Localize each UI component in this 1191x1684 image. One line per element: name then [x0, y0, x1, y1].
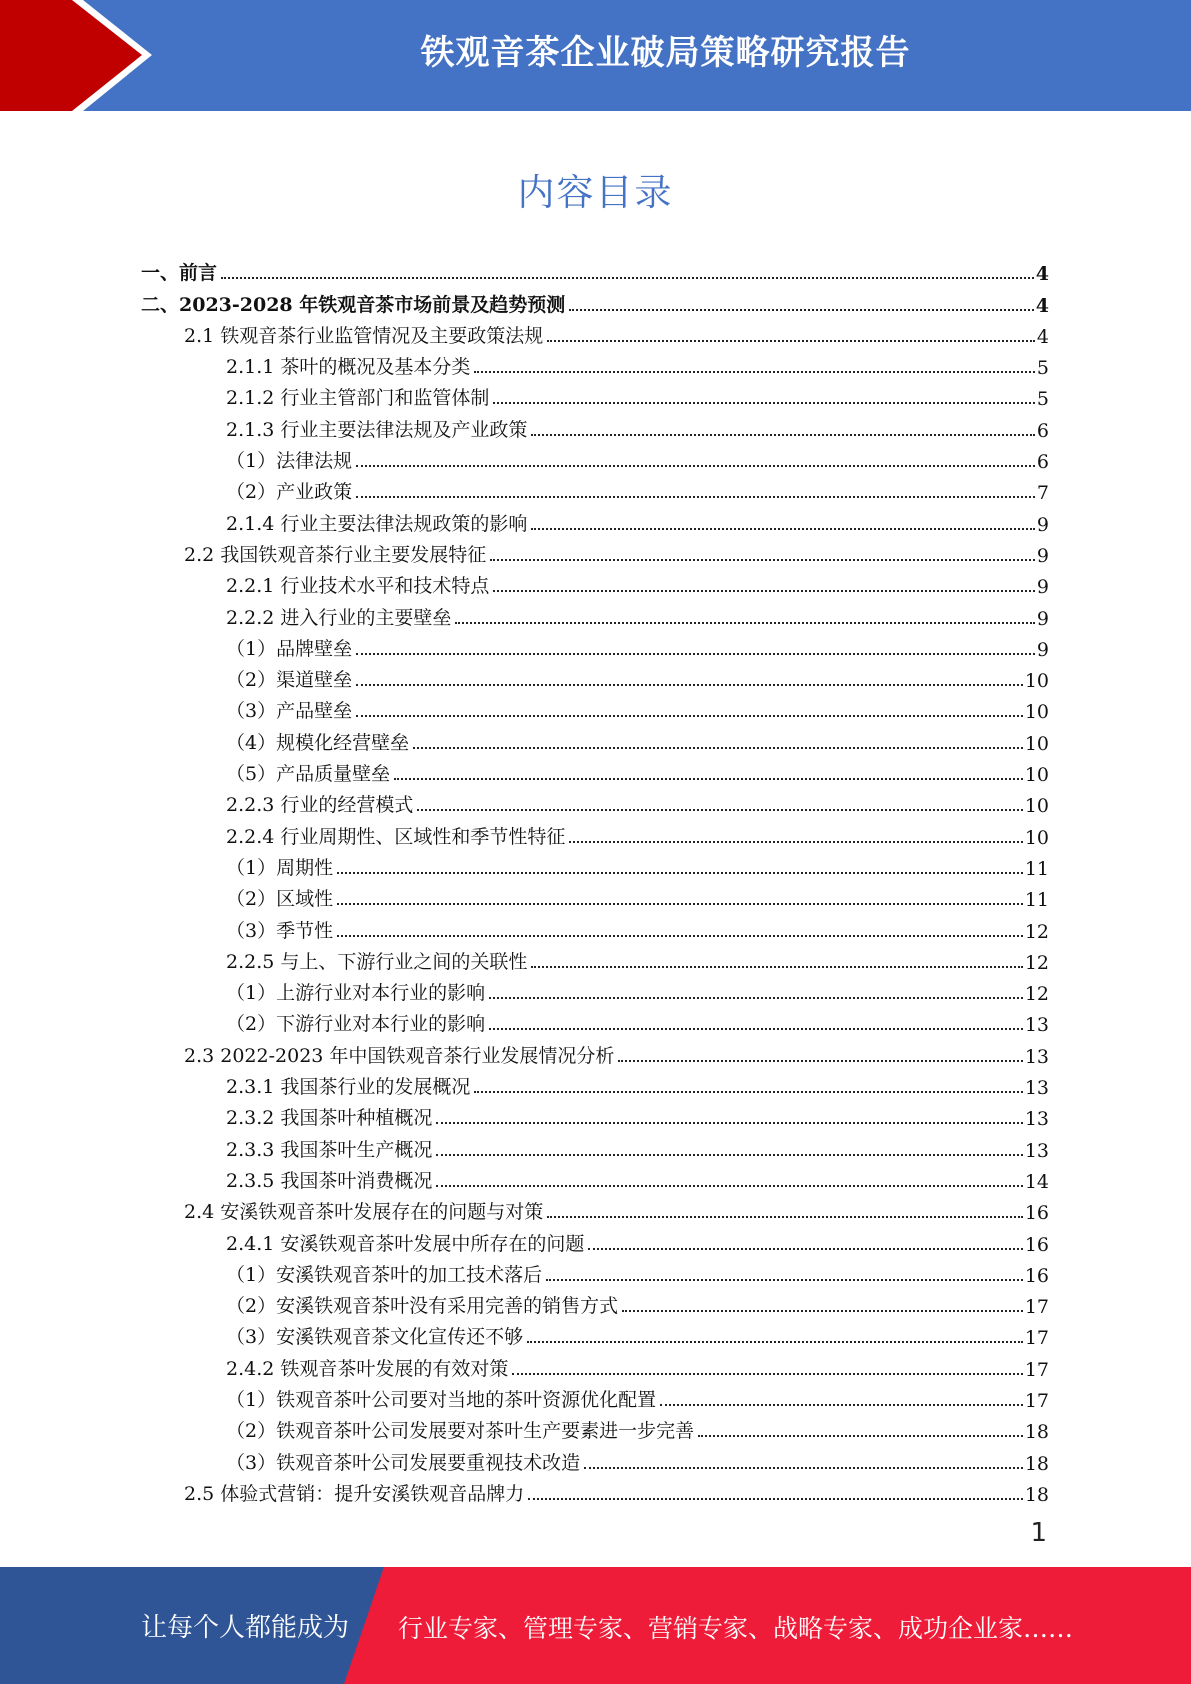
toc-dot-leader: [698, 1435, 1023, 1437]
header-chevron-icon: [0, 0, 142, 111]
toc-entry[interactable]: [141, 630, 1049, 661]
toc-entry-page: 12: [1024, 983, 1049, 1006]
toc-dot-leader: [660, 1404, 1023, 1406]
toc-entry-label: 2.3.1 我国茶行业的发展概况: [226, 1076, 471, 1099]
toc-dot-leader: [413, 747, 1023, 749]
toc-dot-leader: [588, 1248, 1022, 1250]
toc-dot-leader: [493, 402, 1035, 404]
toc-entry-label: 2.2 我国铁观音茶行业主要发展特征: [184, 543, 487, 566]
toc-entry-label: （3）安溪铁观音茶文化宣传还不够: [226, 1326, 524, 1349]
toc-entry[interactable]: [141, 1318, 1049, 1349]
toc-entry[interactable]: [141, 1036, 1049, 1067]
toc-entry-label: （1）上游行业对本行业的影响: [226, 982, 486, 1005]
toc-entry-page: 10: [1024, 764, 1049, 787]
toc-entry-label: 二、2023-2028 年铁观音茶市场前景及趋势预测: [141, 293, 566, 316]
toc-entry-label: （5）产品质量壁垒: [226, 763, 391, 786]
toc-entry-page: 9: [1036, 513, 1049, 536]
toc-dot-leader: [337, 872, 1023, 874]
toc-dot-leader: [489, 997, 1023, 999]
toc-entry[interactable]: [141, 1130, 1049, 1161]
toc-dot-leader: [337, 903, 1023, 905]
toc-heading: 内容目录: [517, 171, 674, 214]
toc-entry[interactable]: [141, 974, 1049, 1005]
toc-entry-page: 17: [1024, 1358, 1049, 1381]
toc-entry-page: 18: [1024, 1421, 1049, 1444]
toc-entry-page: 10: [1024, 670, 1049, 693]
toc-entry-page: 9: [1036, 544, 1049, 567]
toc-entry-page: 17: [1024, 1327, 1049, 1350]
toc-entry-page: 6: [1036, 451, 1049, 474]
toc-entry-label: （1）周期性: [226, 856, 334, 879]
toc-dot-leader: [531, 966, 1022, 968]
toc-entry[interactable]: [141, 911, 1049, 942]
toc-entry-label: 2.2.5 与上、下游行业之间的关联性: [226, 950, 528, 973]
toc-dot-leader: [417, 809, 1022, 811]
toc-dot-leader: [546, 1279, 1023, 1281]
toc-entry[interactable]: [141, 817, 1049, 848]
toc-dot-leader: [569, 841, 1022, 843]
toc-entry-page: 13: [1024, 1014, 1049, 1037]
page-number: 1: [1030, 1518, 1047, 1548]
toc-entry-label: （1）铁观音茶叶公司要对当地的茶叶资源优化配置: [226, 1388, 657, 1411]
toc-dot-leader: [455, 622, 1035, 624]
toc-entry[interactable]: [141, 1349, 1049, 1380]
toc-entry-label: （2）下游行业对本行业的影响: [226, 1013, 486, 1036]
toc-entry[interactable]: [141, 1099, 1049, 1130]
toc-dot-leader: [528, 1498, 1023, 1500]
toc-entry-page: 16: [1024, 1202, 1049, 1225]
toc-entry-page: 12: [1024, 951, 1049, 974]
toc-dot-leader: [474, 1091, 1022, 1093]
toc-entry-page: 5: [1036, 357, 1049, 380]
toc-entry-page: 16: [1024, 1233, 1049, 1256]
toc-dot-leader: [493, 590, 1035, 592]
toc-dot-leader: [337, 935, 1023, 937]
toc-dot-leader: [356, 496, 1035, 498]
toc-entry-label: （1）法律法规: [226, 450, 353, 473]
toc-entry-page: 18: [1024, 1452, 1049, 1475]
toc-entry[interactable]: [141, 723, 1049, 754]
toc-entry-page: 9: [1036, 576, 1049, 599]
toc-entry-label: 2.1.1 茶叶的概况及基本分类: [226, 356, 471, 379]
toc-entry[interactable]: [141, 1193, 1049, 1224]
toc-entry-label: 2.4.2 铁观音茶叶发展的有效对策: [226, 1357, 509, 1380]
toc-entry-label: 2.1 铁观音茶行业监管情况及主要政策法规: [184, 324, 544, 347]
page-footer: [0, 1567, 1191, 1684]
toc-entry-page: 4: [1036, 325, 1049, 348]
toc-entry-page: 10: [1024, 732, 1049, 755]
report-title: 铁观音茶企业破局策略研究报告: [420, 33, 911, 73]
toc-entry[interactable]: [141, 755, 1049, 786]
toc-entry-label: （1）品牌壁垒: [226, 637, 353, 660]
toc-entry-label: 2.3.5 我国茶叶消费概况: [226, 1169, 433, 1192]
toc-entry[interactable]: [141, 504, 1049, 535]
table-of-contents: [141, 254, 1049, 1506]
toc-entry[interactable]: [141, 536, 1049, 567]
toc-entry[interactable]: [141, 379, 1049, 410]
toc-dot-leader: [512, 1373, 1022, 1375]
toc-entry[interactable]: [141, 1412, 1049, 1443]
toc-entry-page: 9: [1036, 638, 1049, 661]
toc-entry[interactable]: [141, 661, 1049, 692]
toc-dot-leader: [394, 778, 1023, 780]
toc-entry-page: 6: [1036, 419, 1049, 442]
toc-entry-page: 16: [1024, 1264, 1049, 1287]
toc-entry[interactable]: [141, 1443, 1049, 1474]
toc-entry-label: 2.3.3 我国茶叶生产概况: [226, 1138, 433, 1161]
toc-dot-leader: [531, 434, 1035, 436]
toc-dot-leader: [622, 1310, 1023, 1312]
toc-dot-leader: [221, 277, 1034, 279]
toc-entry-page: 17: [1024, 1296, 1049, 1319]
toc-entry-page: 14: [1024, 1170, 1049, 1193]
toc-entry[interactable]: [141, 786, 1049, 817]
toc-entry-label: 2.3 2022-2023 年中国铁观音茶行业发展情况分析: [184, 1044, 615, 1067]
toc-entry-page: 10: [1024, 826, 1049, 849]
toc-entry[interactable]: [141, 317, 1049, 348]
toc-entry-label: 2.2.2 进入行业的主要壁垒: [226, 606, 452, 629]
toc-entry[interactable]: [141, 1256, 1049, 1287]
toc-entry[interactable]: [141, 285, 1049, 316]
toc-entry-page: 11: [1024, 889, 1049, 912]
toc-entry[interactable]: [141, 1224, 1049, 1255]
toc-entry-page: 17: [1024, 1389, 1049, 1412]
toc-entry[interactable]: [141, 473, 1049, 504]
toc-entry-page: 13: [1024, 1108, 1049, 1131]
toc-dot-leader: [474, 371, 1035, 373]
toc-entry[interactable]: [141, 880, 1049, 911]
toc-entry-label: 2.2.3 行业的经营模式: [226, 794, 414, 817]
toc-entry-page: 10: [1024, 795, 1049, 818]
toc-entry-page: 12: [1024, 920, 1049, 943]
toc-entry-label: 2.2.1 行业技术水平和技术特点: [226, 575, 490, 598]
toc-entry-label: 2.4 安溪铁观音茶叶发展存在的问题与对策: [184, 1201, 544, 1224]
toc-dot-leader: [436, 1185, 1022, 1187]
toc-dot-leader: [490, 559, 1035, 561]
toc-entry-page: 5: [1036, 388, 1049, 411]
toc-entry[interactable]: [141, 1381, 1049, 1412]
toc-entry-page: 7: [1036, 482, 1049, 505]
toc-dot-leader: [356, 653, 1035, 655]
toc-entry-label: 一、前言: [141, 262, 218, 285]
toc-entry-label: 2.2.4 行业周期性、区域性和季节性特征: [226, 825, 566, 848]
toc-entry[interactable]: [141, 598, 1049, 629]
toc-entry-page: 11: [1024, 857, 1049, 880]
toc-entry-page: 4: [1035, 294, 1049, 317]
toc-entry-label: （2）渠道壁垒: [226, 669, 353, 692]
toc-dot-leader: [547, 1216, 1023, 1218]
toc-entry-label: （2）铁观音茶叶公司发展要对茶叶生产要素进一步完善: [226, 1420, 695, 1443]
toc-entry[interactable]: [141, 692, 1049, 723]
toc-dot-leader: [356, 684, 1023, 686]
toc-entry-page: 13: [1024, 1077, 1049, 1100]
toc-entry[interactable]: [141, 348, 1049, 379]
toc-entry[interactable]: [141, 254, 1049, 285]
toc-entry-page: 4: [1035, 263, 1049, 286]
toc-entry[interactable]: [141, 943, 1049, 974]
toc-dot-leader: [436, 1122, 1022, 1124]
toc-dot-leader: [531, 528, 1035, 530]
page-header: [0, 0, 1191, 111]
toc-dot-leader: [489, 1028, 1023, 1030]
toc-entry-page: 10: [1024, 701, 1049, 724]
toc-entry-label: 2.1.4 行业主要法律法规政策的影响: [226, 512, 528, 535]
toc-dot-leader: [618, 1060, 1022, 1062]
toc-entry-page: 13: [1024, 1139, 1049, 1162]
toc-entry-label: （3）铁观音茶叶公司发展要重视技术改造: [226, 1451, 581, 1474]
toc-entry-label: （1）安溪铁观音茶叶的加工技术落后: [226, 1263, 543, 1286]
toc-entry-label: （3）季节性: [226, 919, 334, 942]
toc-entry-label: （3）产品壁垒: [226, 700, 353, 723]
toc-entry[interactable]: [141, 567, 1049, 598]
toc-entry-label: （2）区域性: [226, 888, 334, 911]
toc-dot-leader: [527, 1341, 1023, 1343]
toc-entry-label: 2.3.2 我国茶叶种植概况: [226, 1107, 433, 1130]
toc-entry[interactable]: [141, 442, 1049, 473]
toc-dot-leader: [436, 1154, 1022, 1156]
toc-entry-label: 2.4.1 安溪铁观音茶叶发展中所存在的问题: [226, 1232, 585, 1255]
toc-entry[interactable]: [141, 849, 1049, 880]
toc-entry[interactable]: [141, 1005, 1049, 1036]
toc-entry[interactable]: [141, 1287, 1049, 1318]
toc-entry-page: 13: [1024, 1045, 1049, 1068]
toc-entry[interactable]: [141, 1162, 1049, 1193]
footer-slogan-right: 行业专家、管理专家、营销专家、战略专家、成功企业家……: [398, 1614, 1074, 1643]
toc-dot-leader: [569, 309, 1034, 311]
toc-dot-leader: [356, 715, 1023, 717]
toc-entry[interactable]: [141, 1068, 1049, 1099]
toc-entry-label: （2）安溪铁观音茶叶没有采用完善的销售方式: [226, 1295, 619, 1318]
toc-entry[interactable]: [141, 410, 1049, 441]
toc-entry-page: 9: [1036, 607, 1049, 630]
toc-dot-leader: [547, 340, 1035, 342]
toc-entry-label: 2.1.3 行业主要法律法规及产业政策: [226, 418, 528, 441]
toc-entry[interactable]: [141, 1475, 1049, 1506]
toc-entry-page: 18: [1024, 1483, 1049, 1506]
toc-dot-leader: [584, 1467, 1023, 1469]
toc-entry-label: （2）产业政策: [226, 481, 353, 504]
toc-entry-label: 2.1.2 行业主管部门和监管体制: [226, 387, 490, 410]
toc-entry-label: （4）规模化经营壁垒: [226, 731, 410, 754]
toc-dot-leader: [356, 465, 1035, 467]
footer-slogan-left: 让每个人都能成为: [141, 1613, 350, 1643]
toc-entry-label: 2.5 体验式营销：提升安溪铁观音品牌力: [184, 1482, 525, 1505]
